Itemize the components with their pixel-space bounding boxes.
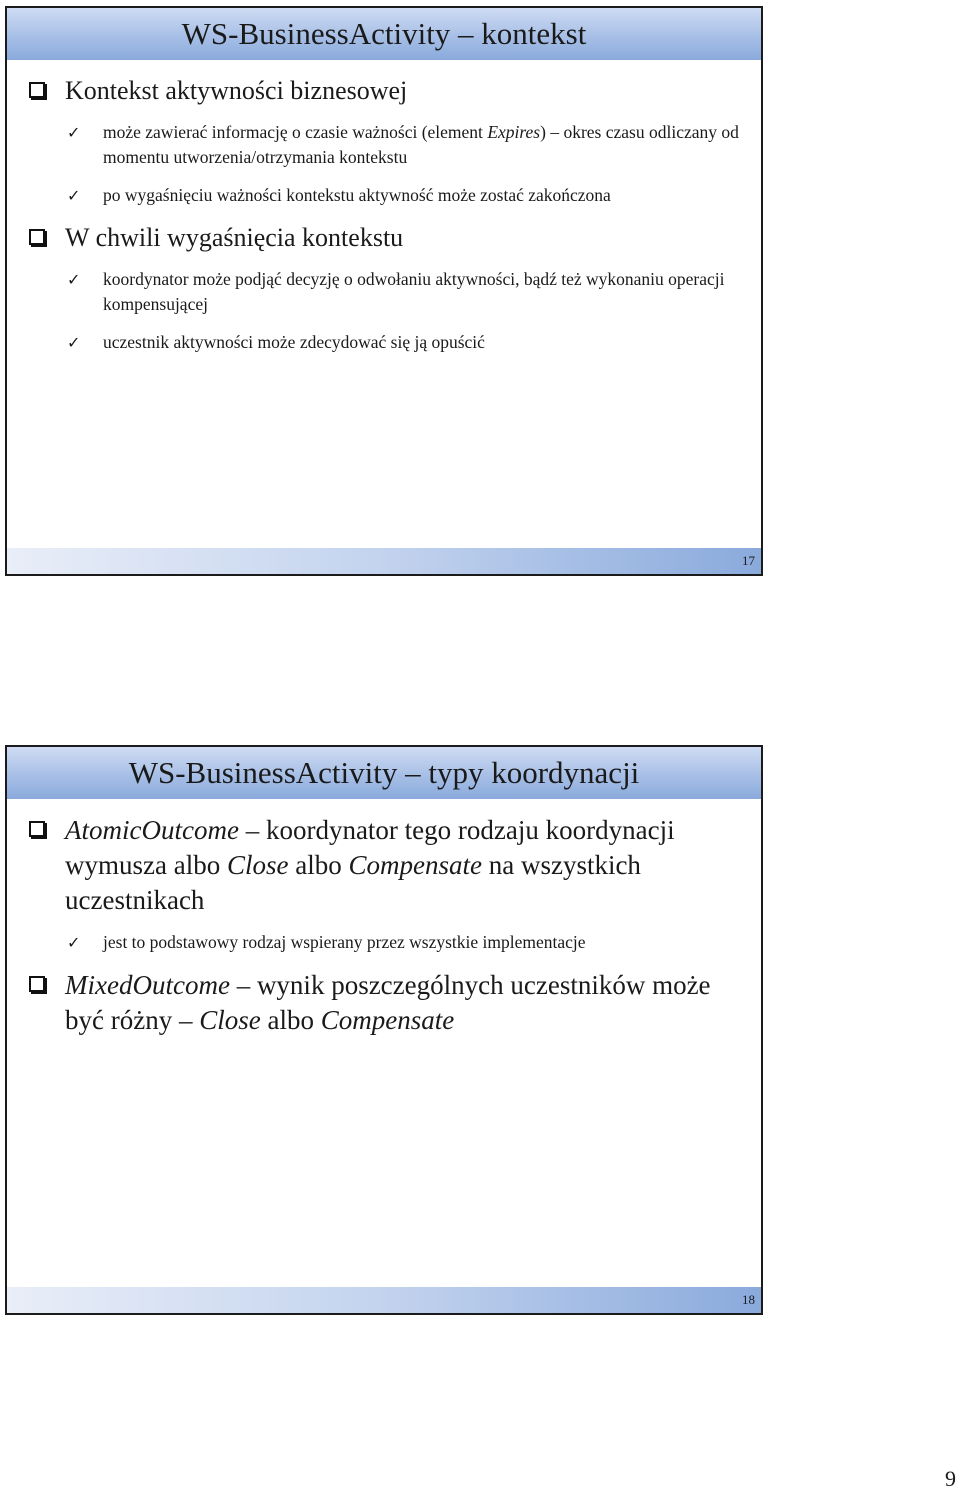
bullet-item [27,221,741,255]
slide-title: WS-BusinessActivity – kontekst [181,16,587,51]
sub-bullet-text: może zawierać informację o czasie ważności (element Expires) – okres czasu odliczany od momentu utworzenia/otrzymania kontekstu [103,122,739,167]
checkmark-icon: ✓ [67,333,81,352]
slide-title: WS-BusinessActivity – typy koordynacji [128,755,640,790]
sub-bullet-item [27,120,741,170]
slide-title-bar [7,747,761,799]
sub-bullet-text: uczestnik aktywności może zdecydować się ją opuścić [103,332,485,352]
sub-bullet-item [27,930,741,955]
bullet-item [27,813,741,918]
slide-page-number: 17 [742,553,755,568]
checkmark-icon: ✓ [67,270,81,289]
slide-18 [5,745,763,1315]
slide-footer-bar [7,548,761,574]
sub-bullet-text: po wygaśnięciu ważności kontekstu aktywność może zostać zakończona [103,185,611,205]
checkmark-icon: ✓ [67,123,81,142]
sub-bullet-item [27,330,741,355]
slide-content [27,74,741,368]
checkbox-square-icon [29,82,45,98]
checkmark-icon: ✓ [67,186,81,205]
slide-footer-bar [7,1287,761,1313]
sheet-page-number: 9 [945,1466,956,1491]
bullet-text: MixedOutcome – wynik poszczególnych uczestników może być różny – Close albo Compensate [65,970,711,1035]
slide-title-bar [7,8,761,60]
slide-page-number: 18 [742,1292,755,1307]
checkbox-square-icon [29,229,45,245]
checkmark-icon: ✓ [67,933,81,952]
bullet-item [27,968,741,1038]
bullet-text: W chwili wygaśnięcia kontekstu [65,223,404,252]
checkbox-square-icon [29,821,45,837]
sub-bullet-item [27,183,741,208]
sub-bullet-text: koordynator może podjąć decyzję o odwołaniu aktywności, bądź też wykonaniu operacji kompensującej [103,269,725,314]
bullet-text: AtomicOutcome – koordynator tego rodzaju koordynacji wymusza albo Close albo Compensate na wszystkich uczestnikach [65,815,675,915]
bullet-text: Kontekst aktywności biznesowej [65,76,408,105]
sub-bullet-text: jest to podstawowy rodzaj wspierany przez wszystkie implementacje [103,932,586,952]
checkbox-square-icon [29,976,45,992]
slide-content [27,813,741,1050]
bullet-item [27,74,741,108]
sub-bullet-item [27,267,741,317]
slide-17 [5,6,763,576]
